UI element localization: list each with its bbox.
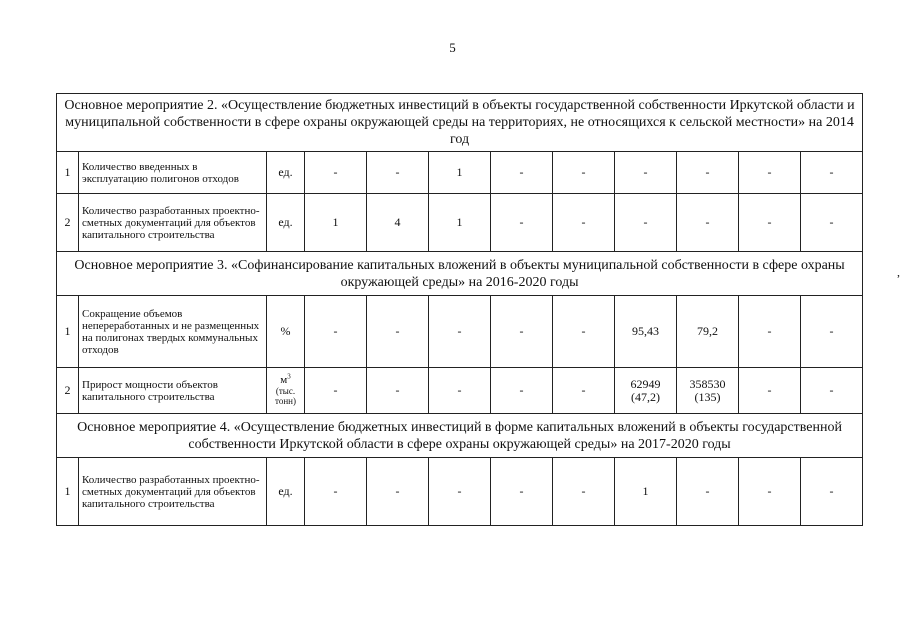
value-cell: -	[305, 296, 367, 368]
section-header	[57, 414, 863, 458]
unit-cell: ед.	[267, 458, 305, 526]
indicator-name: Сокращение объемов непереработанных и не размещенных на полигонах твердых коммунальных отходов	[79, 296, 267, 368]
unit-cell: ед.	[267, 194, 305, 252]
value-cell: -	[305, 368, 367, 414]
value-cell: -	[367, 458, 429, 526]
unit-cell: ед.	[267, 152, 305, 194]
value-cell: -	[367, 152, 429, 194]
section-title: Основное мероприятие 3. «Софинансирование капитальных вложений в объекты муниципальной собственности в сфере охраны окружающей среды» на 2016-2020 годы	[57, 252, 863, 296]
unit-cell: %	[267, 296, 305, 368]
row-number: 1	[57, 458, 79, 526]
table-row	[57, 194, 863, 252]
table-row	[57, 458, 863, 526]
value-cell: -	[801, 368, 863, 414]
unit-subtitle: (тыс. тонн)	[275, 386, 296, 406]
value-cell: -	[491, 194, 553, 252]
value-cell: -	[739, 152, 801, 194]
value-cell	[615, 368, 677, 414]
row-number: 1	[57, 152, 79, 194]
value-cell: 1	[429, 152, 491, 194]
unit-superscript: 3	[287, 372, 291, 381]
indicator-name: Количество разработанных проектно-сметных документаций для объектов капитального строительства	[79, 194, 267, 252]
value-cell: -	[801, 194, 863, 252]
value-cell: -	[429, 458, 491, 526]
value-cell: -	[677, 152, 739, 194]
edge-mark: ,	[897, 265, 900, 279]
row-number: 2	[57, 368, 79, 414]
value-cell: 79,2	[677, 296, 739, 368]
row-number: 2	[57, 194, 79, 252]
table-row	[57, 296, 863, 368]
value-cell: -	[553, 458, 615, 526]
value-cell: 4	[367, 194, 429, 252]
value-cell	[677, 368, 739, 414]
section-title: Основное мероприятие 2. «Осуществление бюджетных инвестиций в объекты государственной собственности Иркутской области и муниципальной собственности в сфере охраны окружающей среды на территориях, не относящихся к сельской местности» на 2014 год	[57, 94, 863, 152]
value-cell: -	[553, 152, 615, 194]
value-cell: -	[739, 194, 801, 252]
value-cell: -	[367, 368, 429, 414]
value-cell: -	[429, 368, 491, 414]
value-cell: -	[429, 296, 491, 368]
value-cell: -	[553, 296, 615, 368]
value-cell: -	[491, 152, 553, 194]
value-main: 62949	[630, 376, 661, 391]
value-cell: 1	[615, 458, 677, 526]
value-main: 358530	[689, 376, 726, 391]
indicators-table	[56, 93, 863, 526]
indicator-name: Количество разработанных проектно-сметных документаций для объектов капитального строительства	[79, 458, 267, 526]
value-cell: -	[615, 194, 677, 252]
value-cell: -	[677, 458, 739, 526]
table-row	[57, 152, 863, 194]
indicator-name: Прирост мощности объектов капитального строительства	[79, 368, 267, 414]
value-cell: -	[801, 152, 863, 194]
value-cell: -	[801, 296, 863, 368]
value-cell: -	[305, 152, 367, 194]
value-cell: -	[739, 458, 801, 526]
value-cell: -	[491, 458, 553, 526]
value-cell: -	[491, 296, 553, 368]
section-header	[57, 252, 863, 296]
section-header	[57, 94, 863, 152]
value-cell: -	[553, 194, 615, 252]
value-cell: 1	[305, 194, 367, 252]
unit-cell	[267, 368, 305, 414]
value-cell: 95,43	[615, 296, 677, 368]
indicator-name: Количество введенных в эксплуатацию полигонов отходов	[79, 152, 267, 194]
value-cell: -	[491, 368, 553, 414]
value-cell: -	[739, 368, 801, 414]
row-number: 1	[57, 296, 79, 368]
table-row	[57, 368, 863, 414]
section-title: Основное мероприятие 4. «Осуществление бюджетных инвестиций в форме капитальных вложений в объекты государственной собственности Иркутской области в сфере охраны окружающей среды» на 2017-2020 годы	[57, 414, 863, 458]
value-cell: -	[739, 296, 801, 368]
page-number: 5	[449, 40, 456, 55]
value-cell: -	[553, 368, 615, 414]
value-cell: -	[801, 458, 863, 526]
value-cell: -	[677, 194, 739, 252]
value-cell: 1	[429, 194, 491, 252]
value-sub: (135)	[694, 389, 721, 404]
unit-main: м	[280, 374, 288, 386]
value-sub: (47,2)	[631, 389, 660, 404]
value-cell: -	[367, 296, 429, 368]
value-cell: -	[615, 152, 677, 194]
value-cell: -	[305, 458, 367, 526]
